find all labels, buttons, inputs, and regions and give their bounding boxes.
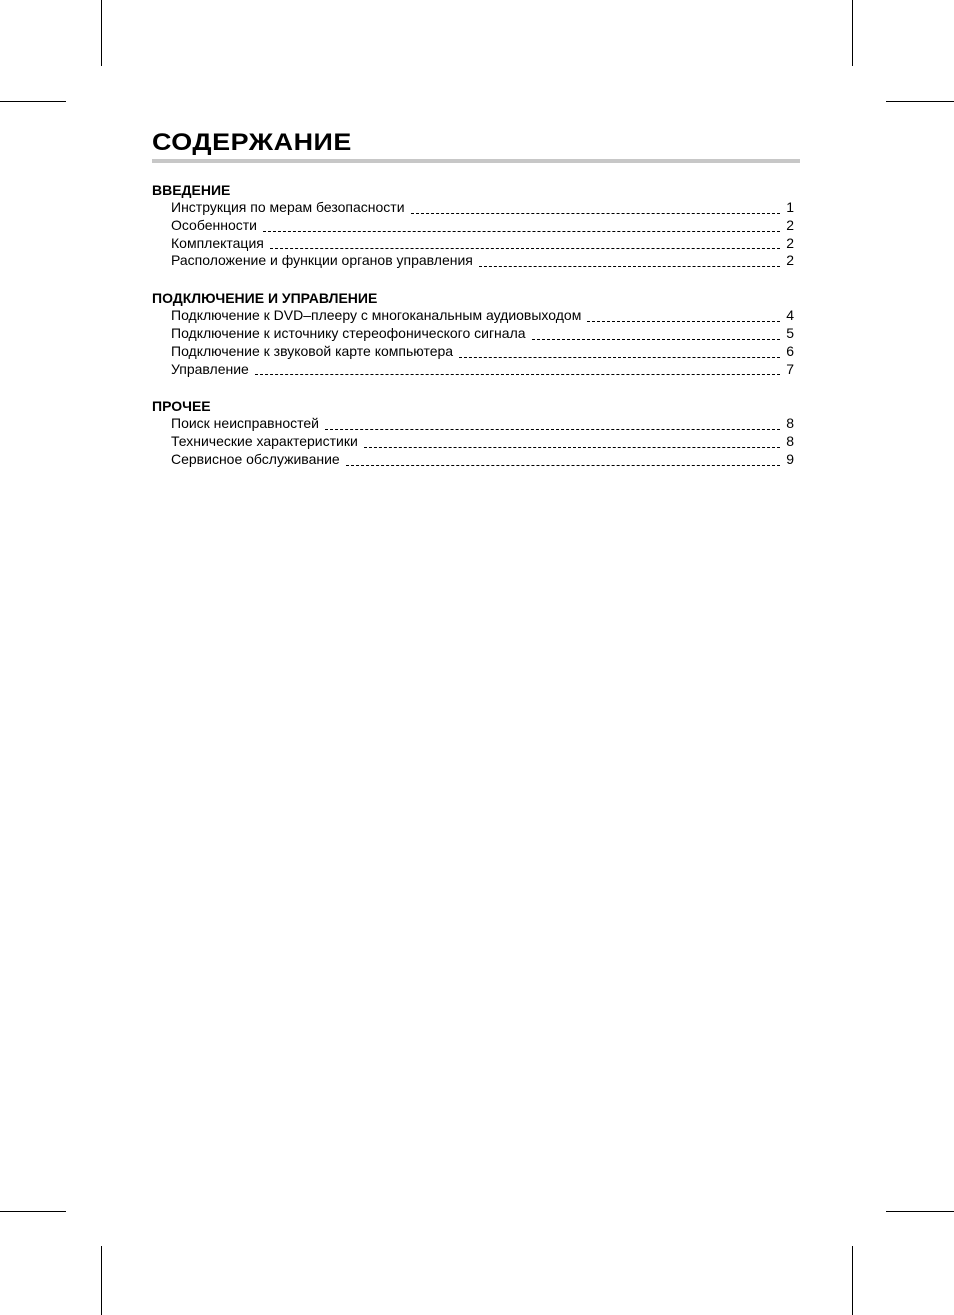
- toc-entry[interactable]: [152, 307, 800, 325]
- crop-mark-bottom-left-vertical: [101, 1246, 102, 1315]
- toc-entry-label: Особенности: [171, 216, 257, 233]
- dot-leader: [270, 248, 780, 249]
- toc-entry-label: Расположение и функции органов управления: [171, 252, 473, 269]
- toc-entry-page-number: 8: [786, 415, 794, 432]
- toc-section-connection-and-control: [152, 289, 800, 378]
- toc-entry[interactable]: [152, 433, 800, 451]
- crop-mark-bottom-right-horizontal: [886, 1211, 954, 1212]
- dot-leader: [346, 465, 780, 466]
- section-heading: ВВЕДЕНИЕ: [152, 182, 231, 198]
- dot-leader: [459, 357, 780, 358]
- dot-leader: [255, 374, 780, 375]
- dot-leader: [411, 213, 780, 214]
- dot-leader: [263, 231, 780, 232]
- toc-entry-page-number: 4: [786, 307, 794, 324]
- toc-entry-page-number: 2: [786, 216, 794, 233]
- crop-mark-bottom-left-horizontal: [0, 1211, 66, 1212]
- dot-leader: [479, 266, 780, 267]
- dot-leader: [587, 321, 780, 322]
- toc-entry-label: Технические характеристики: [171, 433, 358, 450]
- toc-entry[interactable]: [152, 415, 800, 433]
- toc-entry-page-number: 5: [786, 324, 794, 341]
- toc-entry[interactable]: [152, 343, 800, 361]
- toc-entry[interactable]: [152, 217, 800, 235]
- toc-entry[interactable]: [152, 199, 800, 217]
- toc-entry-page-number: 6: [786, 342, 794, 359]
- toc-entry-page-number: 8: [786, 433, 794, 450]
- toc-entry-label: Поиск неисправностей: [171, 415, 319, 432]
- section-heading: ПРОЧЕЕ: [152, 398, 211, 415]
- toc-entry[interactable]: [152, 325, 800, 343]
- toc-entry[interactable]: [152, 235, 800, 253]
- toc-entry-label: Подключение к DVD–плееру с многоканальным аудиовыходом: [171, 307, 582, 324]
- crop-mark-top-right-horizontal: [886, 101, 954, 102]
- toc-entry-label: Сервисное обслуживание: [171, 450, 340, 467]
- title-underline: [152, 159, 800, 163]
- toc-entry-label: Подключение к звуковой карте компьютера: [171, 342, 454, 359]
- toc-entry-label: Подключение к источнику стереофонического сигнала: [171, 324, 526, 341]
- toc-section-other: [152, 397, 800, 468]
- crop-mark-top-left-vertical: [101, 0, 102, 66]
- crop-mark-top-left-horizontal: [0, 101, 66, 102]
- dot-leader: [532, 339, 780, 340]
- page-title: СОДЕРЖАНИЕ: [152, 129, 352, 156]
- toc-entry-page-number: 2: [786, 252, 794, 269]
- crop-mark-top-right-vertical: [852, 0, 853, 66]
- dot-leader: [325, 429, 780, 430]
- dot-leader: [364, 447, 780, 448]
- toc-entry-label: Инструкция по мерам безопасности: [171, 199, 405, 215]
- toc-entry-label: Управление: [171, 360, 249, 377]
- table-of-contents: [152, 128, 800, 469]
- toc-entry[interactable]: [152, 451, 800, 469]
- section-heading: ПОДКЛЮЧЕНИЕ И УПРАВЛЕНИЕ: [152, 290, 378, 307]
- toc-entry[interactable]: [152, 252, 800, 270]
- toc-section-introduction: [152, 181, 800, 270]
- toc-entry-page-number: 7: [786, 360, 794, 377]
- toc-entry-label: Комплектация: [171, 234, 264, 251]
- toc-entry-page-number: 2: [786, 234, 794, 251]
- toc-entry[interactable]: [152, 361, 800, 379]
- toc-entry-page-number: 1: [786, 199, 794, 215]
- crop-mark-bottom-right-vertical: [852, 1246, 853, 1315]
- toc-entry-page-number: 9: [786, 450, 794, 467]
